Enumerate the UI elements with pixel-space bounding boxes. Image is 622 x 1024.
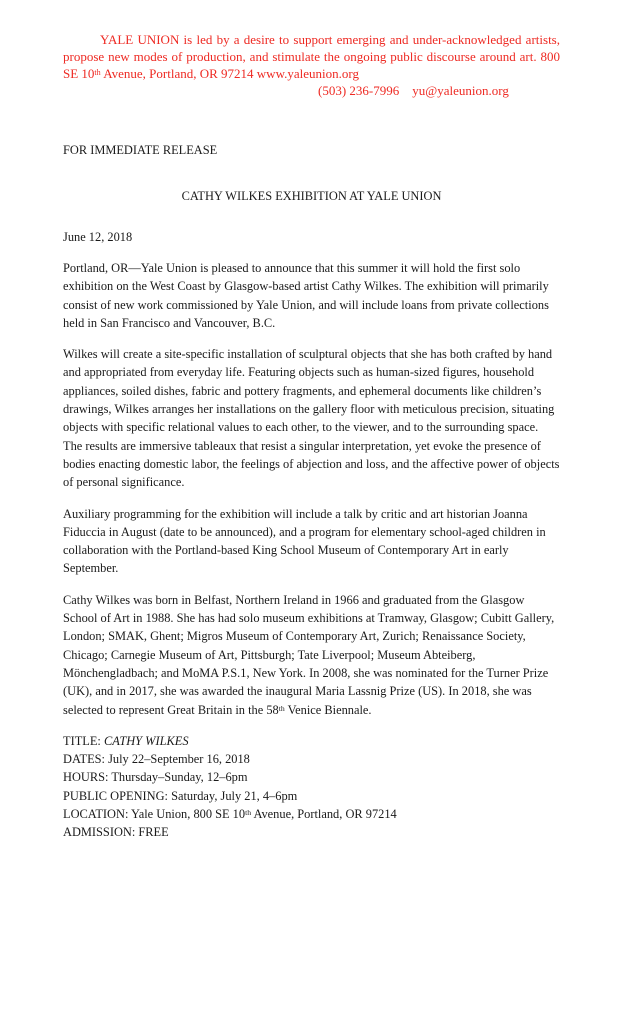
detail-title-label: TITLE: [63, 733, 104, 748]
ordinal-superscript: th [245, 808, 252, 818]
detail-hours: HOURS: Thursday–Sunday, 12–6pm [63, 770, 248, 785]
detail-title-value: CATHY WILKES [103, 733, 189, 748]
masthead-address-url: Avenue, Portland, OR 97214 www.yaleunion.org [100, 66, 359, 81]
detail-location-end: Avenue, Portland, OR 97214 [251, 807, 397, 822]
exhibition-details [63, 732, 560, 842]
release-line: FOR IMMEDIATE RELEASE [63, 143, 218, 157]
detail-public-opening: PUBLIC OPENING: Saturday, July 21, 4–6pm [63, 788, 298, 803]
biography-text: Cathy Wilkes was born in Belfast, Northern Ireland in 1966 and graduated from the Glasgow School of Art in 1988. She has had solo museum exhibitions at Tramway, Glasgow; Cubitt Gallery, London; SMAK, Ghent; Migros Museum of Contemporary Art, Zurich; Renaissance Society, Chicago; Carnegie Museum of Art, Pittsburgh; Tate Liverpool; Museum Abteiberg, Mönchengladbach; and MoMA P.S.1, New York. In 2008, she was nominated for the Turner Prize (UK), and in 2017, she was awarded the inaugural Maria Lassnig Prize (US). In 2018, she was selected to represent Great Britain in the 58 [63, 592, 555, 717]
detail-location [63, 805, 560, 823]
detail-dates: DATES: July 22–September 16, 2018 [63, 752, 250, 767]
paragraph-artist-biography [63, 591, 560, 719]
email-address: yu@yaleunion.org [412, 83, 509, 98]
detail-location-start: LOCATION: Yale Union, 800 SE 10 [63, 807, 246, 822]
paragraph-installation-description: Wilkes will create a site-specific installation of sculptural objects that she has both crafted by hand and appropriated from everyday life. Featuring objects such as human-sized figures, household appliances, soiled dishes, fabric and pottery fragments, and ephemeral documents like children’s drawings, Wilkes arranges her installations on the gallery floor with meticulous precision, situating objects with specific relational values to each other, to the viewer, and to the surrounding space. The results are immersive tableaux that resist a singular interpretation, yet evoke the presence of bodies enacting domestic labor, the feelings of abjection and loss, and the affective power of objects of personal significance. [63, 347, 560, 490]
masthead-intro-text: YALE UNION is led by a desire to support emerging and under-acknowledged artists, propose new modes of production, and stimulate the ongoing public discourse around art. 800 SE 10 [63, 32, 560, 81]
detail-admission: ADMISSION: FREE [63, 825, 169, 840]
masthead [63, 31, 560, 99]
date-line: June 12, 2018 [63, 230, 133, 244]
masthead-statement [63, 31, 560, 82]
phone-number: (503) 236-7996 [318, 83, 400, 98]
detail-title [63, 732, 560, 750]
ordinal-superscript: th [278, 703, 285, 713]
masthead-contact-line [318, 82, 560, 99]
paragraph-auxiliary-programming: Auxiliary programming for the exhibition will include a talk by critic and art historian Joanna Fiduccia in August (date to be announced), and a program for elementary school-aged children in collaboration with the Portland-based King School Museum of Contemporary Art in early September. [63, 506, 546, 576]
paragraph-announcement: Portland, OR—Yale Union is pleased to announce that this summer it will hold the first solo exhibition on the West Coast by Glasgow-based artist Cathy Wilkes. The exhibition will primarily consist of new work commissioned by Yale Union, and will include loans from private collections held in San Francisco and Vancouver, B.C. [63, 261, 549, 330]
headline: CATHY WILKES EXHIBITION AT YALE UNION [181, 189, 442, 203]
biography-text-end: Venice Biennale. [284, 702, 372, 717]
ordinal-superscript: th [94, 67, 101, 77]
